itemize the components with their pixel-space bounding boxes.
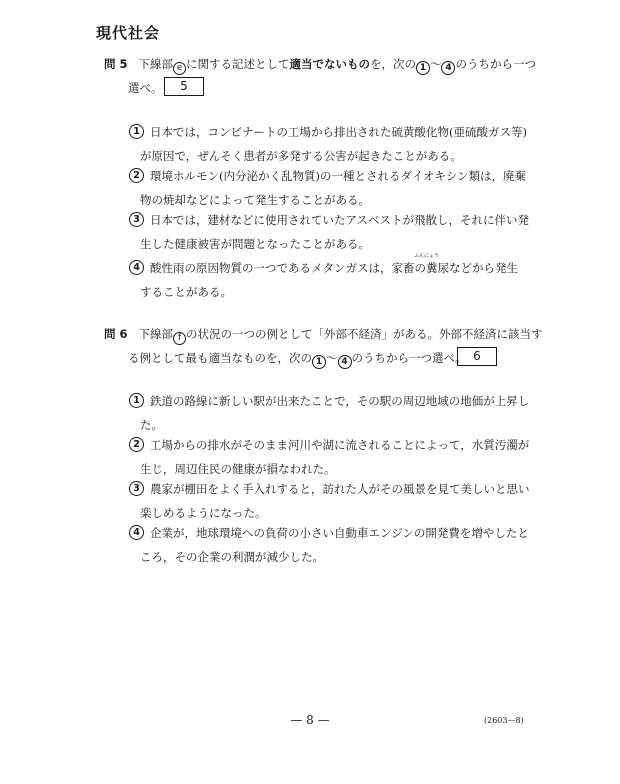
q5-text-c: を，次の [369, 57, 416, 71]
q5-option-3-number: 3 [129, 212, 144, 227]
q6-text-d: のうちから一つ選べ。 [351, 351, 467, 365]
page-number: — 8 — [290, 713, 330, 727]
q6-option-1-number: 1 [129, 393, 144, 408]
q5-option-4-line2: することがある。 [140, 285, 232, 299]
q5-stem-line2: 選べ。 [128, 81, 163, 95]
q6-option-1-line1: 鉄道の路線に新しい駅が出来たことで，その駅の周辺地域の地価が上昇し [150, 394, 530, 408]
q5-emphasis: 適当でないもの [289, 57, 370, 71]
page-code: (2603—8) [484, 716, 524, 725]
q5-range-to: 4 [441, 61, 455, 75]
q6-option-4-line2: ころ，その企業の利潤が減少した。 [140, 550, 324, 564]
q5-text-a: 下線部 [138, 57, 173, 71]
q6-text-b: の状況の一つの例として「外部不経済」がある。外部不経済に該当す [185, 327, 543, 341]
q6-option-2-number: 2 [129, 437, 144, 452]
q5-label: 問 5 [104, 57, 128, 71]
q5-option-4-ruby: ふんにょう [414, 253, 439, 259]
q5-range-from: 1 [416, 61, 430, 75]
q5-option-1-number: 1 [129, 124, 144, 139]
q5-text-b: に関する記述として [185, 57, 290, 71]
q6-answer-box[interactable]: 6 [457, 347, 497, 366]
q5-tilde: 〜 [429, 57, 442, 71]
q6-tilde: 〜 [326, 351, 338, 365]
q5-option-3-line1: 日本では，建材などに使用されていたアスベストが飛散し，それに伴い発 [150, 213, 530, 227]
q6-range-from: 1 [312, 355, 326, 369]
q6-stem-line2 [128, 351, 467, 369]
q6-underline-marker: f [173, 332, 186, 345]
q5-option-4-number: 4 [129, 260, 144, 275]
q6-option-3-number: 3 [129, 481, 144, 496]
q6-option-2-line2: 生じ，周辺住民の健康が損なわれた。 [140, 462, 336, 476]
q5-option-4-line1: 酸性雨の原因物質の一つであるメタンガスは，家畜の糞尿などから発生 [150, 261, 518, 275]
q6-option-1-line2: た。 [140, 418, 163, 432]
q6-stem-line1 [104, 327, 542, 345]
q5-option-2-line2: 物の焼却などによって発生することがある。 [140, 193, 370, 207]
q5-option-2-number: 2 [129, 168, 144, 183]
subject-heading: 現代社会 [96, 24, 161, 42]
q6-range-to: 4 [338, 355, 352, 369]
q6-option-3-line2: 楽しめるようになった。 [140, 506, 267, 520]
q6-option-4-line1: 企業が，地球環境への負荷の小さい自動車エンジンの開発費を増やしたと [150, 526, 529, 540]
q5-text-d: のうちから一つ [455, 57, 536, 71]
q5-option-1-line1: 日本では，コンビナートの工場から排出された硫黄酸化物(亜硫酸ガス等) [150, 125, 527, 139]
q5-option-3-line2: 生した健康被害が問題となったことがある。 [140, 237, 370, 251]
q6-text-a: 下線部 [138, 327, 173, 341]
q5-option-1-line2: が原因で，ぜんそく患者が多発する公害が起きたことがある。 [140, 149, 462, 163]
q6-option-4-number: 4 [129, 525, 144, 540]
q5-option-2-line1: 環境ホルモン(内分泌かく乱物質)の一種とされるダイオキシン類は，廃棄 [150, 169, 526, 183]
q6-option-2-line1: 工場からの排水がそのまま河川や湖に流されることによって，水質汚濁が [150, 438, 530, 452]
q6-text-c: る例として最も適当なものを，次の [128, 351, 312, 365]
q6-option-3-line1: 農家が棚田をよく手入れすると，訪れた人がその風景を見て美しいと思い [150, 482, 530, 496]
q6-label: 問 6 [104, 327, 128, 341]
q5-underline-marker: e [173, 62, 186, 75]
q5-answer-box[interactable]: 5 [164, 77, 204, 96]
q5-stem-line1 [104, 57, 536, 75]
